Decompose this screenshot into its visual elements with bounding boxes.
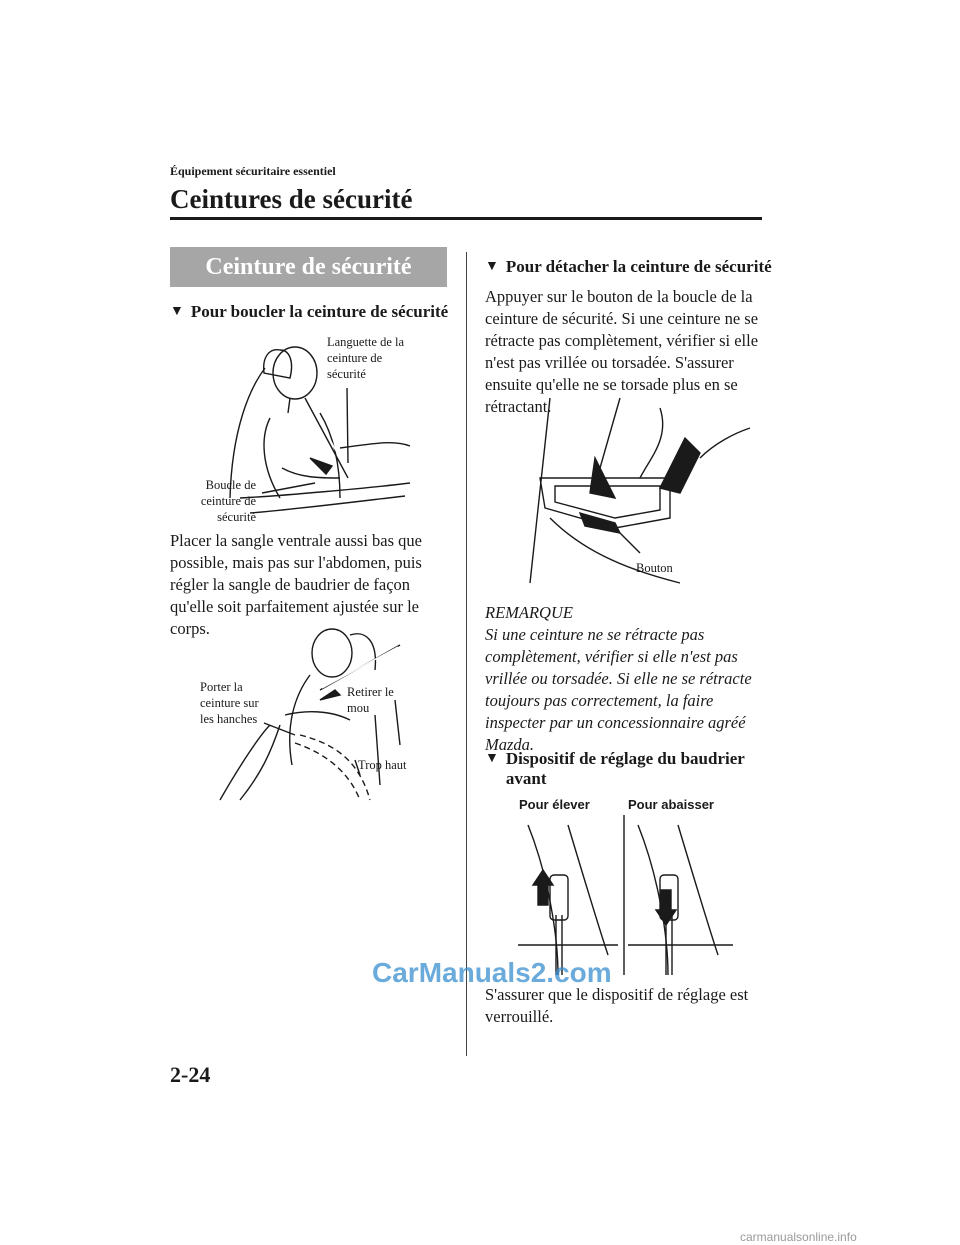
label-too-high: Trop haut xyxy=(358,758,407,772)
adjuster-heading: ▼ Dispositif de réglage du baudrier avant xyxy=(485,749,745,788)
unfasten-heading: ▼ Pour détacher la ceinture de sécurité xyxy=(485,257,772,276)
triangle-down-icon: ▼ xyxy=(170,304,184,319)
column-divider xyxy=(466,252,467,1056)
label-wear-on-hips: Porter la ceinture sur les hanches xyxy=(200,680,259,726)
adjuster-locked-text: S'assurer que le dispositif de réglage est verrouillé. xyxy=(485,985,749,1026)
unfasten-instructions: Appuyer sur le bouton de la boucle de la ceinture de sécurité. Si une ceinture ne se rétracte pas complètement, vérifier si elle n'est pas vrillée ou torsadée. S'assurer ensuite qu'elle ne se torsade plus en se rétractant. xyxy=(485,287,759,416)
section-banner: Ceinture de sécurité xyxy=(170,247,447,287)
page-number: 2-24 xyxy=(170,1062,211,1087)
note-body: Si une ceinture ne se rétracte pas complètement, vérifier si elle n'est pas vrillée ou torsadée. Si elle ne se rétracte toujours pas correctement, la faire inspecter par un concessionnaire agréé Mazda. xyxy=(485,625,752,754)
watermark-logo: CarManuals2.com xyxy=(372,957,612,988)
label-lower: Pour abaisser xyxy=(628,797,714,812)
label-belt-buckle: Boucle de ceinture de sécurité xyxy=(200,478,256,524)
label-remove-slack: Retirer le mou xyxy=(347,685,394,715)
adjuster-illustration xyxy=(518,815,738,975)
label-belt-tongue: Languette de la ceinture de sécurité xyxy=(327,335,405,381)
note-title: REMARQUE xyxy=(485,603,573,622)
fasten-instructions: Placer la sangle ventrale aussi bas que possible, mais pas sur l'abdomen, puis régler la sangle de baudrier de façon qu'elle soit parfaitement ajustée sur le corps. xyxy=(170,531,422,638)
triangle-down-icon: ▼ xyxy=(485,751,499,766)
page-title: Ceintures de sécurité xyxy=(170,184,413,214)
title-rule xyxy=(170,217,762,220)
buckle-release-illustration xyxy=(520,398,750,588)
fasten-heading: ▼ Pour boucler la ceinture de sécurité xyxy=(170,302,449,321)
footer-url: carmanualsonline.info xyxy=(740,1230,857,1244)
label-raise: Pour élever xyxy=(519,797,590,812)
label-button: Bouton xyxy=(636,561,673,575)
triangle-down-icon: ▼ xyxy=(485,259,499,274)
breadcrumb: Équipement sécuritaire essentiel xyxy=(170,164,336,178)
